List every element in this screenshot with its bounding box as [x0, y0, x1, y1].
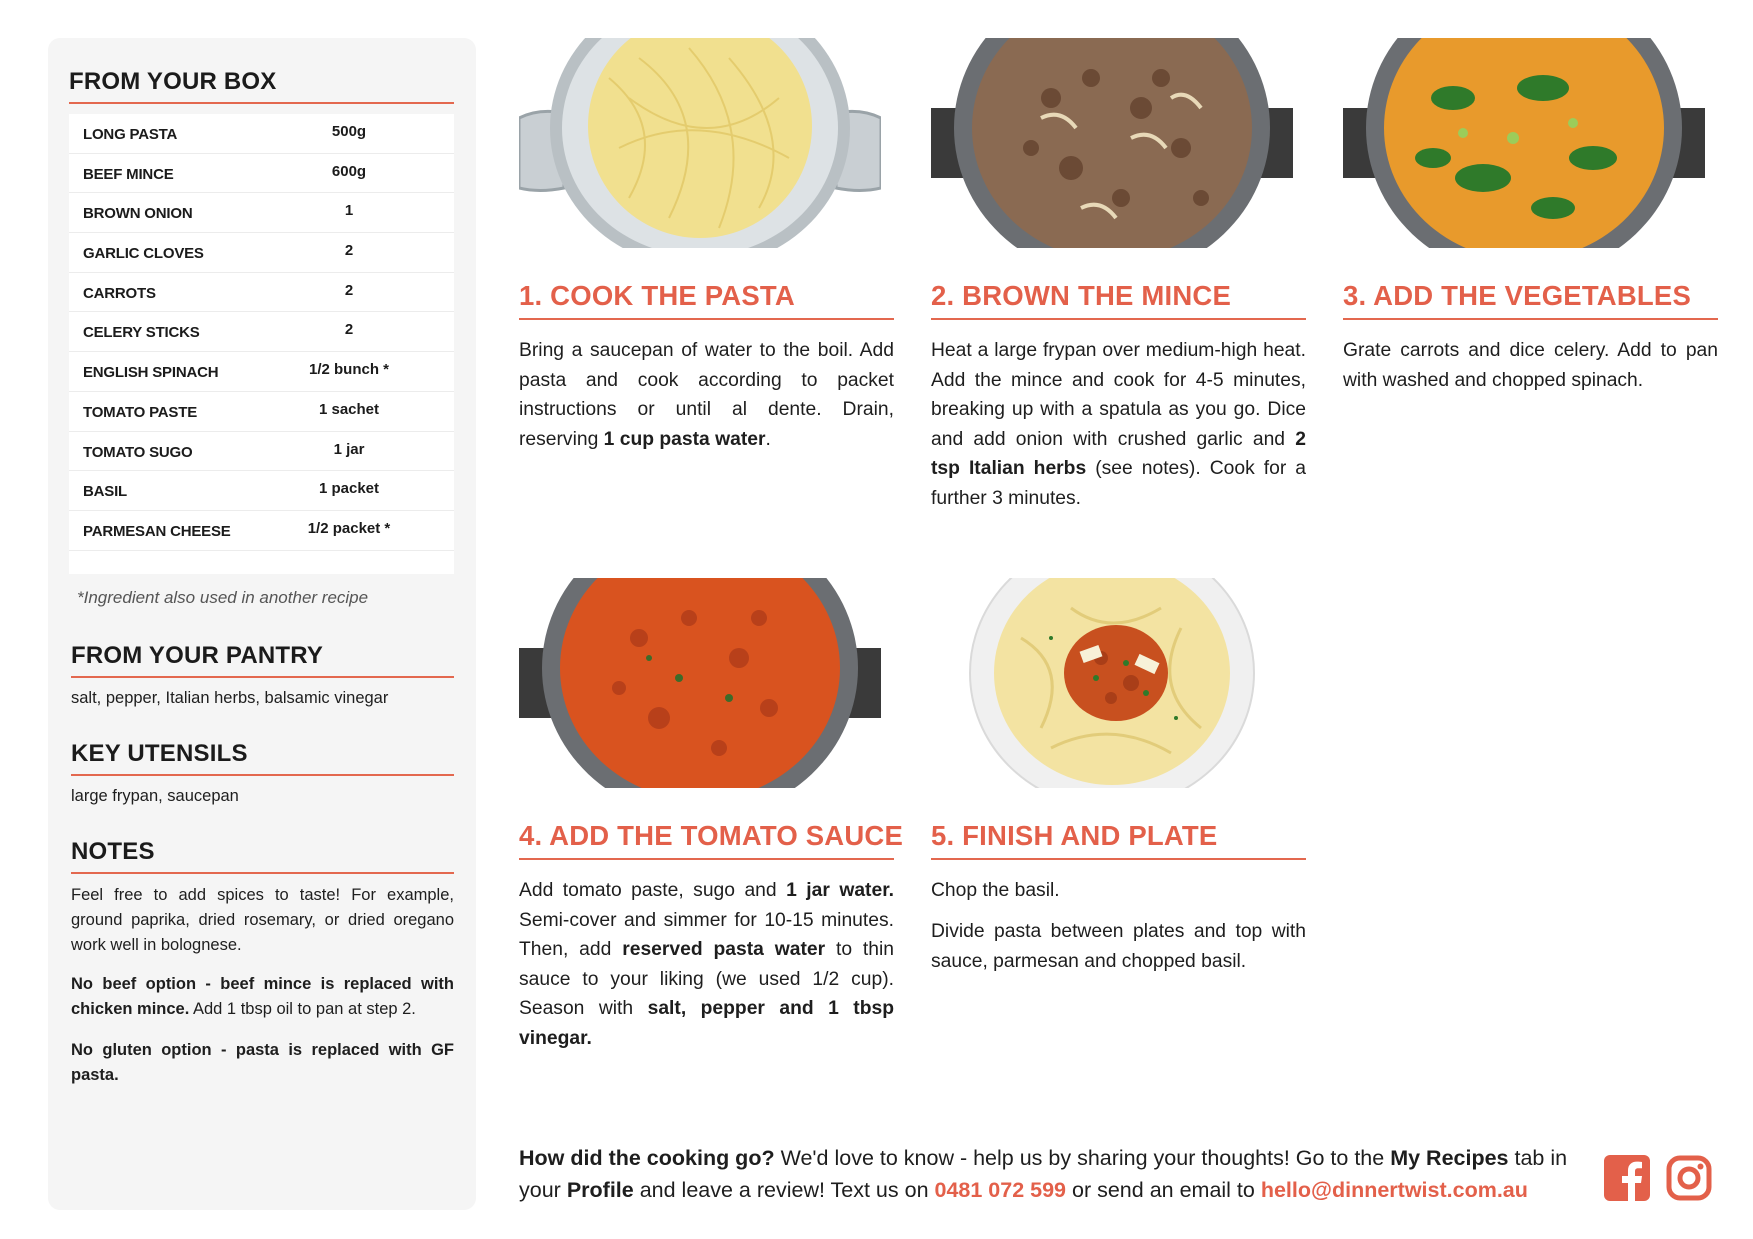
step-text-run: .	[765, 428, 771, 450]
ingredient-qty: 600g	[331, 162, 367, 180]
step-text-bold: salt, pepper and 1 tbsp vinegar.	[519, 998, 894, 1049]
ingredient-name: CARROTS	[83, 284, 156, 302]
ingredient-name: BROWN ONION	[83, 205, 193, 223]
profile-label: Profile	[566, 1177, 634, 1202]
notes-rest: Add 1 tbsp oil to pan at step 2.	[189, 1000, 416, 1018]
step-5-text-1: Chop the basil.	[931, 880, 1060, 901]
step-text-bold: reserved pasta water	[622, 939, 826, 960]
ingredient-qty: 1/2 bunch *	[308, 361, 390, 379]
ingredient-name: PARMESAN CHEESE	[83, 522, 231, 540]
ingredient-qty: 2	[344, 242, 354, 260]
ingredient-qty: 1/2 packet *	[307, 519, 391, 537]
ingredient-qty: 1 jar	[333, 440, 365, 458]
ingredient-name: LONG PASTA	[83, 126, 178, 143]
notes-title: NOTES	[71, 838, 454, 874]
ingredients-table	[69, 114, 454, 574]
email-link[interactable]: hello@dinnertwist.com.au	[1260, 1177, 1528, 1202]
footer-text-run: tab in your	[519, 1146, 1568, 1202]
step-text-run: Heat a large frypan over medium-high heat. Add the mince and cook for 4-5 minutes, breaking up with a spatula as you go. Dice and add onion with crushed garlic and	[931, 340, 1306, 450]
ingredient-row	[69, 154, 454, 194]
step-5-text-2: Divide pasta between plates and top with sauce, parmesan and chopped basil.	[931, 921, 1306, 972]
step-text-run: Add tomato paste, sugo and	[519, 880, 787, 901]
utensils-text: large frypan, saucepan	[71, 787, 239, 805]
feedback-question: How did the cooking go?	[519, 1146, 775, 1170]
ingredient-qty: 2	[344, 281, 354, 299]
step-4-text	[519, 876, 894, 1053]
step-1-title: 1. COOK THE PASTA	[519, 280, 894, 320]
vegetables-pan-photo	[1343, 38, 1705, 248]
ingredient-row	[69, 193, 454, 233]
ingredient-qty: 500g	[331, 123, 367, 140]
notes-paragraph: Feel free to add spices to taste! For example, ground paprika, dried rosemary, or dried oregano work well in bolognese.	[71, 886, 454, 954]
step-4-title: 4. ADD THE TOMATO SAUCE	[519, 820, 894, 860]
box-title: FROM YOUR BOX	[69, 68, 454, 104]
step-3-title: 3. ADD THE VEGETABLES	[1343, 280, 1718, 320]
ingredient-name: BEEF MINCE	[83, 165, 174, 183]
step-text-run: Semi-cover and simmer for 10-15 minutes. Then, add	[519, 909, 894, 960]
pantry-title: FROM YOUR PANTRY	[71, 642, 454, 678]
step-text-run: Bring a saucepan of water to the boil. Add pasta and cook according to packet instructions or until al dente. Drain, reserving	[519, 340, 894, 450]
ingredient-qty: 1 packet	[318, 480, 380, 498]
instagram-icon[interactable]	[1666, 1155, 1712, 1206]
facebook-icon[interactable]	[1604, 1155, 1650, 1206]
ingredient-row	[69, 114, 454, 154]
ingredient-row	[69, 511, 454, 551]
step-text-run: to thin sauce to your liking (we used 1/2 cup). Season with	[519, 939, 894, 1019]
footer-text-run: and leave a review! Text us on	[633, 1177, 935, 1202]
ingredient-name: BASIL	[83, 483, 128, 501]
ingredient-row	[69, 312, 454, 352]
step-2-text	[931, 336, 1306, 513]
notes-bold: No beef option - beef mince is replaced with chicken mince.	[71, 975, 454, 1018]
phone-link[interactable]: 0481 072 599	[934, 1177, 1067, 1202]
step-2-title: 2. BROWN THE MINCE	[931, 280, 1306, 320]
ingredient-row	[69, 352, 454, 392]
step-text-bold: 2 tsp Italian herbs	[931, 428, 1306, 479]
ingredient-name: GARLIC CLOVES	[83, 245, 204, 263]
footer-text-run: or send an email to	[1066, 1177, 1261, 1202]
step-text-bold: 1 jar water.	[786, 880, 894, 901]
ingredient-name: TOMATO PASTE	[83, 403, 197, 421]
ingredient-row	[69, 273, 454, 313]
step-text-run: (see notes). Cook for a further 3 minutes.	[931, 458, 1307, 509]
my-recipes-label: My Recipes	[1390, 1146, 1509, 1170]
ingredient-qty: 1	[344, 202, 354, 220]
utensils-title: KEY UTENSILS	[71, 740, 454, 776]
pasta-pot-photo	[519, 38, 881, 248]
footer-text-run: We'd love to know - help us by sharing your thoughts! Go to the	[774, 1146, 1391, 1170]
ingredient-qty: 2	[344, 321, 354, 339]
tomato-sauce-pan-photo	[519, 578, 881, 788]
step-5-title: 5. FINISH AND PLATE	[931, 820, 1306, 860]
ingredient-row	[69, 432, 454, 472]
ingredient-row	[69, 392, 454, 432]
feedback-message	[519, 1143, 1579, 1206]
step-3-text: Grate carrots and dice celery. Add to pan with washed and chopped spinach.	[1343, 340, 1718, 391]
ingredient-qty: 1 sachet	[318, 400, 380, 418]
step-text-bold: 1 cup pasta water	[603, 428, 766, 450]
ingredient-footnote: *Ingredient also used in another recipe	[77, 588, 369, 607]
step-1-text	[519, 336, 894, 454]
pantry-text: salt, pepper, Italian herbs, balsamic vinegar	[71, 689, 389, 707]
ingredient-row	[69, 471, 454, 511]
ingredient-name: CELERY STICKS	[83, 324, 200, 342]
ingredient-row	[69, 233, 454, 273]
notes-paragraph	[71, 972, 454, 1022]
plated-pasta-photo	[931, 578, 1293, 788]
ingredient-name: TOMATO SUGO	[83, 443, 193, 461]
sidebar	[48, 38, 476, 1210]
mince-pan-photo	[931, 38, 1293, 248]
ingredient-name: ENGLISH SPINACH	[83, 364, 219, 382]
notes-paragraph: No gluten option - pasta is replaced with GF pasta.	[71, 1041, 454, 1084]
